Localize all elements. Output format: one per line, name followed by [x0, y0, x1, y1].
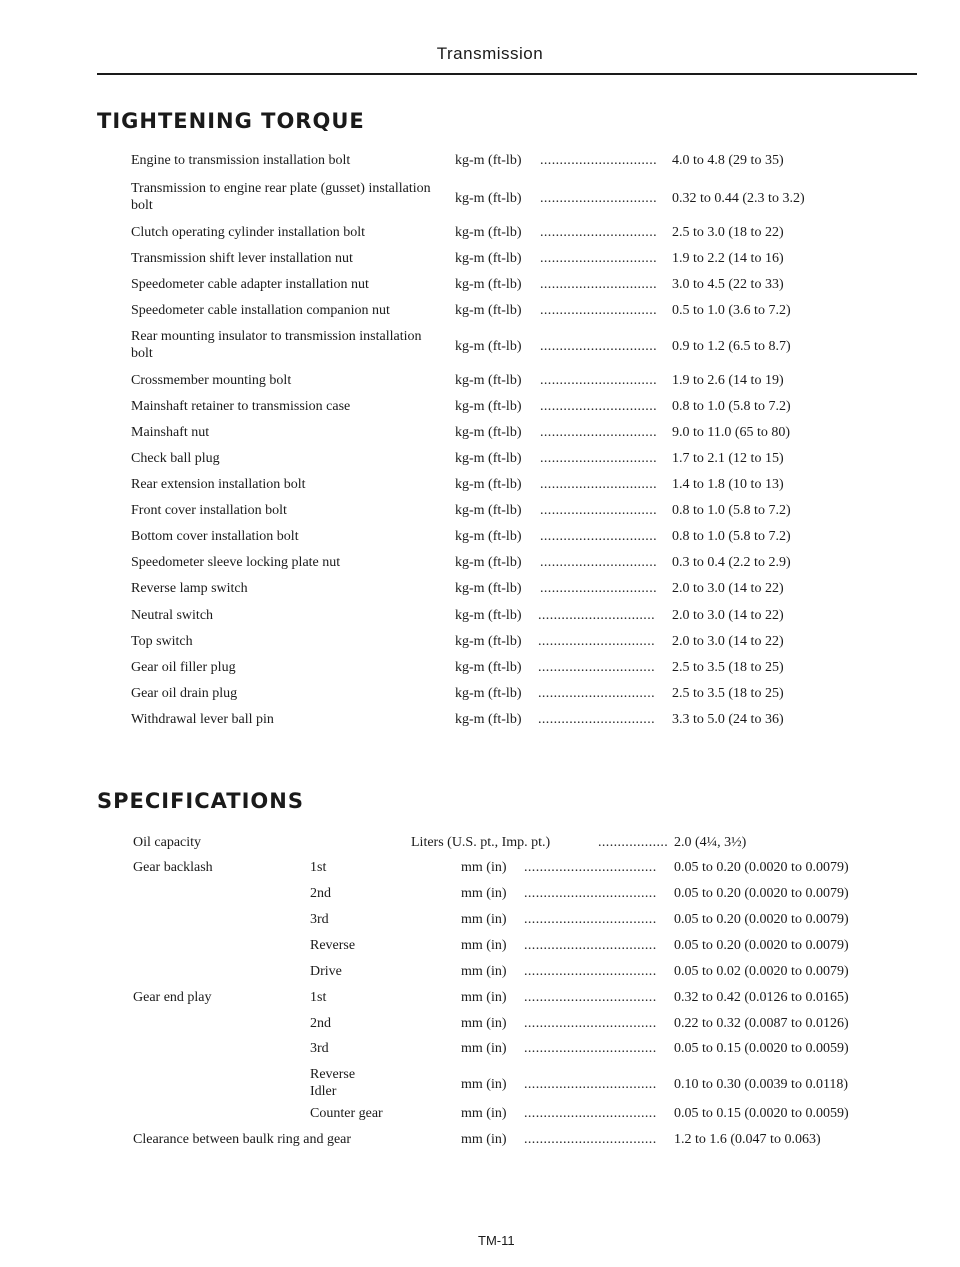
leader-dots: ..............................: [540, 303, 657, 318]
torque-unit: kg-m (ft-lb): [455, 399, 522, 414]
spec-value: 0.05 to 0.20 (0.0020 to 0.0079): [674, 860, 849, 875]
spec-sub-label: 1st: [310, 860, 327, 875]
torque-item: Engine to transmission installation bolt: [131, 153, 351, 168]
torque-item: Crossmember mounting bolt: [131, 373, 292, 388]
torque-unit: kg-m (ft-lb): [455, 686, 522, 701]
spec-value: 0.05 to 0.02 (0.0020 to 0.0079): [674, 964, 849, 979]
spec-sub-label: 3rd: [310, 912, 329, 927]
spec-sub-label: 2nd: [310, 886, 331, 901]
spec-unit: mm (in): [461, 938, 507, 953]
torque-value: 3.0 to 4.5 (22 to 33): [672, 277, 784, 292]
torque-value: 2.5 to 3.5 (18 to 25): [672, 686, 784, 701]
spec-label: Clearance between baulk ring and gear: [133, 1132, 352, 1147]
torque-value: 0.9 to 1.2 (6.5 to 8.7): [672, 339, 791, 354]
torque-value: 2.0 to 3.0 (14 to 22): [672, 608, 784, 623]
torque-value: 0.5 to 1.0 (3.6 to 7.2): [672, 303, 791, 318]
spec-value: 2.0 (4¼, 3½): [674, 835, 747, 850]
spec-value: 1.2 to 1.6 (0.047 to 0.063): [674, 1132, 821, 1147]
torque-value: 0.32 to 0.44 (2.3 to 3.2): [672, 191, 805, 206]
leader-dots: ..................................: [524, 1016, 657, 1031]
spec-label: Gear backlash: [133, 860, 213, 875]
torque-unit: kg-m (ft-lb): [455, 634, 522, 649]
torque-unit: kg-m (ft-lb): [455, 451, 522, 466]
page-header-title: Transmission: [436, 44, 544, 63]
leader-dots: ..................................: [524, 1106, 657, 1121]
spec-unit: mm (in): [461, 1132, 507, 1147]
torque-item: Speedometer cable adapter installation nut: [131, 277, 369, 292]
leader-dots: ..................................: [524, 912, 657, 927]
spec-sub-label: Reverse Idler: [310, 1067, 356, 1099]
spec-label: Oil capacity: [133, 835, 202, 850]
spec-unit: mm (in): [461, 1106, 507, 1121]
leader-dots: ..............................: [540, 529, 657, 544]
torque-value: 1.7 to 2.1 (12 to 15): [672, 451, 784, 466]
torque-unit: kg-m (ft-lb): [455, 529, 522, 544]
leader-dots: ..............................: [540, 277, 657, 292]
torque-value: 0.3 to 0.4 (2.2 to 2.9): [672, 555, 791, 570]
spec-unit: mm (in): [461, 990, 507, 1005]
torque-value: 0.8 to 1.0 (5.8 to 7.2): [672, 529, 791, 544]
torque-unit: kg-m (ft-lb): [455, 339, 522, 354]
torque-value: 0.8 to 1.0 (5.8 to 7.2): [672, 503, 791, 518]
torque-item: Mainshaft retainer to transmission case: [131, 399, 351, 414]
spec-value: 0.32 to 0.42 (0.0126 to 0.0165): [674, 990, 849, 1005]
torque-unit: kg-m (ft-lb): [455, 303, 522, 318]
leader-dots: ..............................: [538, 608, 655, 623]
spec-sub-label: 3rd: [310, 1041, 329, 1056]
leader-dots: ..................................: [524, 990, 657, 1005]
spec-unit: mm (in): [461, 912, 507, 927]
leader-dots: ..................................: [524, 860, 657, 875]
torque-unit: kg-m (ft-lb): [455, 373, 522, 388]
torque-item: Front cover installation bolt: [131, 503, 287, 518]
torque-item: Gear oil filler plug: [131, 660, 236, 675]
leader-dots: ..............................: [540, 477, 657, 492]
torque-value: 1.9 to 2.2 (14 to 16): [672, 251, 784, 266]
torque-item: Gear oil drain plug: [131, 686, 238, 701]
torque-unit: kg-m (ft-lb): [455, 153, 522, 168]
leader-dots: ..................................: [524, 886, 657, 901]
torque-unit: kg-m (ft-lb): [455, 581, 522, 596]
spec-value: 0.05 to 0.20 (0.0020 to 0.0079): [674, 912, 849, 927]
leader-dots: ..................................: [524, 938, 657, 953]
leader-dots: ..............................: [540, 339, 657, 354]
leader-dots: ..............................: [540, 373, 657, 388]
specifications-heading: SPECIFICATIONS: [97, 789, 304, 813]
torque-value: 2.0 to 3.0 (14 to 22): [672, 581, 784, 596]
leader-dots: ..................................: [524, 1041, 657, 1056]
torque-item: Rear mounting insulator to transmission installation bolt: [131, 329, 422, 361]
spec-sub-label: Reverse: [310, 938, 356, 953]
leader-dots: ..................: [598, 835, 669, 850]
torque-item: Transmission to engine rear plate (gusset) installation bolt: [131, 181, 431, 213]
spec-value: 0.05 to 0.15 (0.0020 to 0.0059): [674, 1041, 849, 1056]
header-rule: [97, 73, 917, 75]
leader-dots: ..............................: [540, 225, 657, 240]
torque-unit: kg-m (ft-lb): [455, 251, 522, 266]
spec-unit: mm (in): [461, 1041, 507, 1056]
spec-unit: Liters (U.S. pt., Imp. pt.): [411, 835, 551, 850]
leader-dots: ..............................: [540, 251, 657, 266]
leader-dots: ..............................: [540, 191, 657, 206]
torque-value: 0.8 to 1.0 (5.8 to 7.2): [672, 399, 791, 414]
spec-sub-label: Counter gear: [310, 1106, 383, 1121]
spec-value: 0.05 to 0.20 (0.0020 to 0.0079): [674, 886, 849, 901]
spec-unit: mm (in): [461, 1077, 507, 1092]
torque-item: Check ball plug: [131, 451, 220, 466]
torque-item: Speedometer sleeve locking plate nut: [131, 555, 341, 570]
page-number: TM-11: [478, 1233, 515, 1248]
torque-item: Rear extension installation bolt: [131, 477, 306, 492]
torque-item: Neutral switch: [131, 608, 214, 623]
spec-value: 0.05 to 0.20 (0.0020 to 0.0079): [674, 938, 849, 953]
spec-label: Gear end play: [133, 990, 212, 1005]
leader-dots: ..............................: [538, 660, 655, 675]
torque-value: 1.9 to 2.6 (14 to 19): [672, 373, 784, 388]
torque-value: 1.4 to 1.8 (10 to 13): [672, 477, 784, 492]
leader-dots: ..............................: [540, 153, 657, 168]
torque-item: Top switch: [131, 634, 193, 649]
leader-dots: ..................................: [524, 1077, 657, 1092]
torque-unit: kg-m (ft-lb): [455, 477, 522, 492]
torque-unit: kg-m (ft-lb): [455, 660, 522, 675]
leader-dots: ..............................: [538, 686, 655, 701]
torque-value: 2.5 to 3.5 (18 to 25): [672, 660, 784, 675]
torque-item: Mainshaft nut: [131, 425, 210, 440]
leader-dots: ..............................: [538, 634, 655, 649]
spec-value: 0.22 to 0.32 (0.0087 to 0.0126): [674, 1016, 849, 1031]
torque-unit: kg-m (ft-lb): [455, 191, 522, 206]
spec-value: 0.05 to 0.15 (0.0020 to 0.0059): [674, 1106, 849, 1121]
torque-item: Bottom cover installation bolt: [131, 529, 299, 544]
leader-dots: ..............................: [540, 451, 657, 466]
leader-dots: ..............................: [540, 581, 657, 596]
spec-value: 0.10 to 0.30 (0.0039 to 0.0118): [674, 1077, 849, 1092]
leader-dots: ..............................: [540, 399, 657, 414]
torque-unit: kg-m (ft-lb): [455, 277, 522, 292]
spec-sub-label: 1st: [310, 990, 327, 1005]
torque-value: 4.0 to 4.8 (29 to 35): [672, 153, 784, 168]
spec-sub-label: 2nd: [310, 1016, 331, 1031]
tightening-torque-heading: TIGHTENING TORQUE: [97, 109, 365, 133]
spec-sub-label: Drive: [310, 964, 342, 979]
torque-unit: kg-m (ft-lb): [455, 503, 522, 518]
spec-unit: mm (in): [461, 1016, 507, 1031]
leader-dots: ..................................: [524, 1132, 657, 1147]
torque-value: 2.5 to 3.0 (18 to 22): [672, 225, 784, 240]
spec-unit: mm (in): [461, 860, 507, 875]
torque-unit: kg-m (ft-lb): [455, 608, 522, 623]
torque-item: Reverse lamp switch: [131, 581, 248, 596]
torque-item: Withdrawal lever ball pin: [131, 712, 274, 727]
leader-dots: ..................................: [524, 964, 657, 979]
leader-dots: ..............................: [540, 503, 657, 518]
torque-item: Transmission shift lever installation nut: [131, 251, 353, 266]
leader-dots: ..............................: [540, 555, 657, 570]
spec-unit: mm (in): [461, 964, 507, 979]
torque-value: 3.3 to 5.0 (24 to 36): [672, 712, 784, 727]
torque-unit: kg-m (ft-lb): [455, 425, 522, 440]
torque-unit: kg-m (ft-lb): [455, 225, 522, 240]
torque-value: 2.0 to 3.0 (14 to 22): [672, 634, 784, 649]
torque-unit: kg-m (ft-lb): [455, 555, 522, 570]
leader-dots: ..............................: [540, 425, 657, 440]
torque-item: Speedometer cable installation companion nut: [131, 303, 390, 318]
torque-item: Clutch operating cylinder installation bolt: [131, 225, 366, 240]
torque-unit: kg-m (ft-lb): [455, 712, 522, 727]
leader-dots: ..............................: [538, 712, 655, 727]
torque-value: 9.0 to 11.0 (65 to 80): [672, 425, 791, 440]
spec-unit: mm (in): [461, 886, 507, 901]
